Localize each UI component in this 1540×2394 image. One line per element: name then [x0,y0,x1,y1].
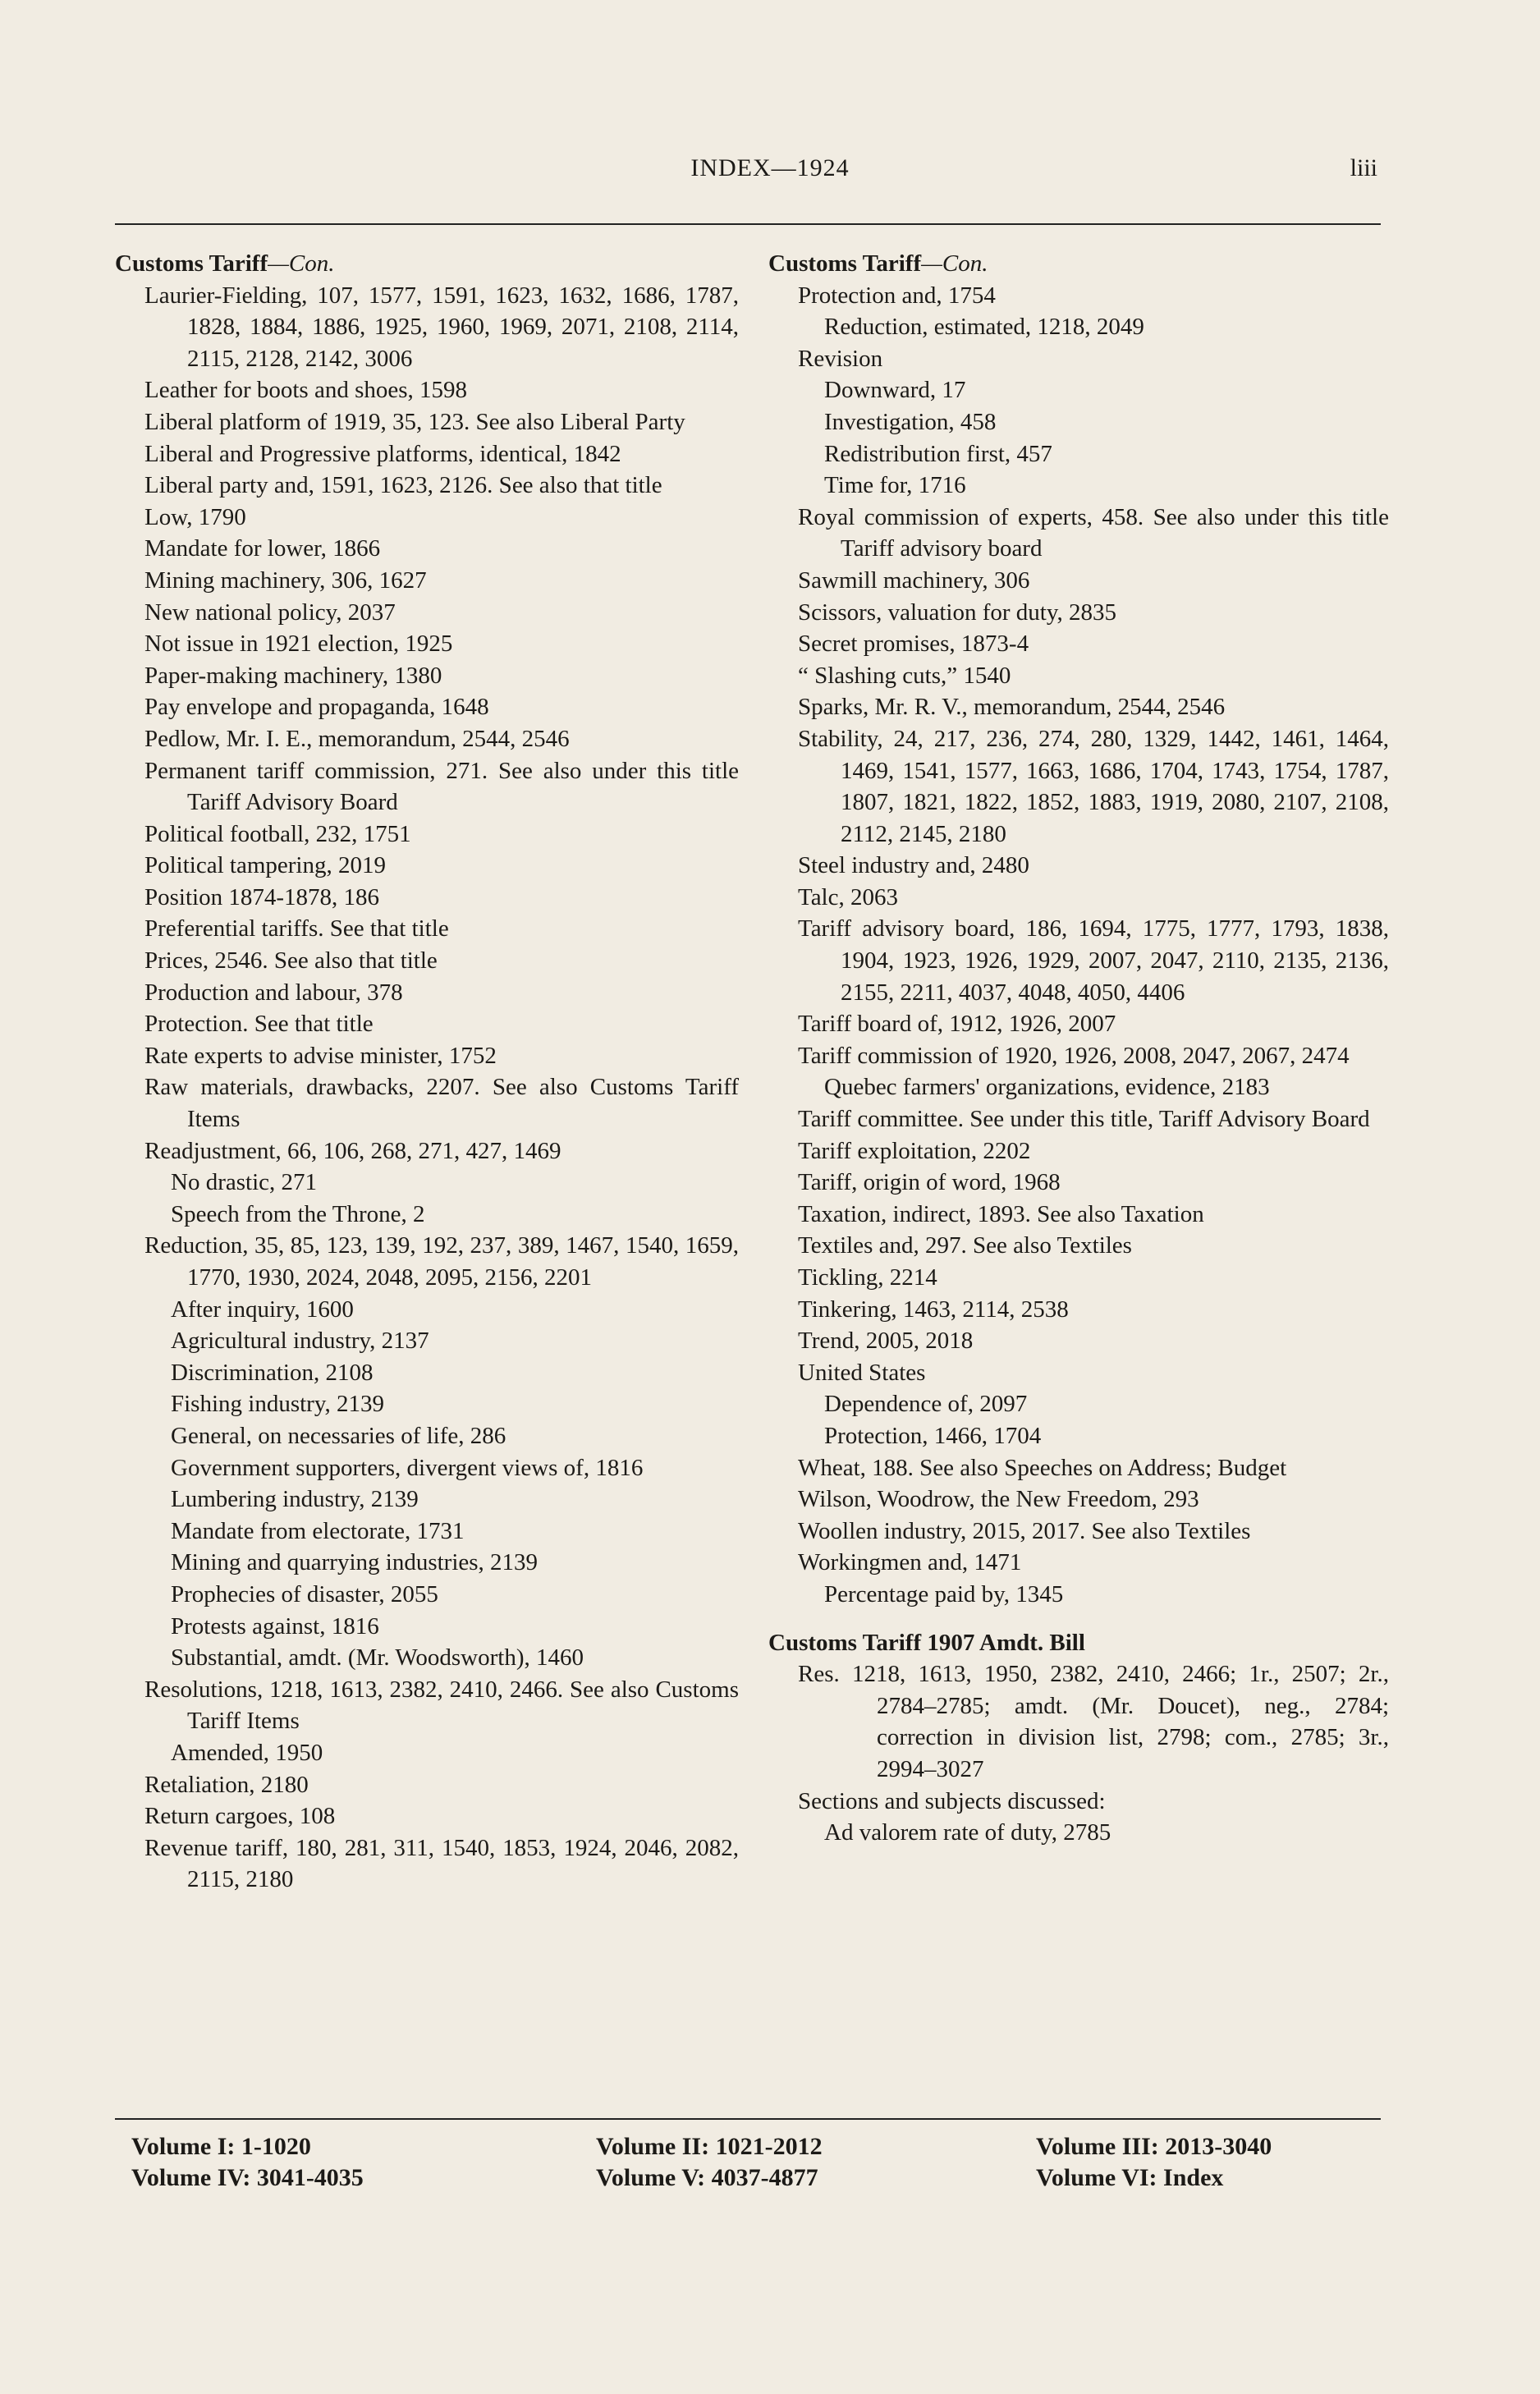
index-entry: Reduction, 35, 85, 123, 139, 192, 237, 389, 1467, 1540, 1659, 1770, 1930, 2024, 2048, 2095, 2156, 2201 [144,1232,739,1291]
index-entry: Raw materials, drawbacks, 2207. See also Customs Tariff Items [144,1074,739,1133]
footer-volumes-col3 [1036,2131,1272,2194]
right-entries [768,280,1389,1611]
section-heading [115,248,739,280]
index-entry: Tariff board of, 1912, 1926, 2007 [798,1011,1116,1038]
index-subentry: After inquiry, 1600 [171,1296,354,1323]
index-subentry: Agricultural industry, 2137 [171,1328,429,1355]
index-subentry: Reduction, estimated, 1218, 2049 [824,314,1144,341]
index-entry: Preferential tariffs. See that title [144,915,449,942]
index-subentry: Substantial, amdt. (Mr. Woodsworth), 1460 [171,1644,584,1672]
index-entry: “ Slashing cuts,” 1540 [798,662,1011,689]
volume-label: Volume III: 2013-3040 [1036,2133,1272,2160]
index-subentry: Downward, 17 [824,377,966,404]
index-entry: Revision [798,345,883,372]
index-entry: Return cargoes, 108 [144,1803,336,1830]
index-subentry: Protection, 1466, 1704 [824,1422,1042,1449]
index-entry: Laurier-Fielding, 107, 1577, 1591, 1623, 1632, 1686, 1787, 1828, 1884, 1886, 1925, 1960, 1969, 2071, 2108, 2114, 2115, 2128, 2142, 3006 [144,282,739,372]
index-entry: Taxation, indirect, 1893. See also Taxation [798,1200,1204,1227]
index-entry: Tariff exploitation, 2202 [798,1137,1031,1164]
index-subentry: Amended, 1950 [171,1739,323,1766]
volume-label: Volume V: 4037-4877 [596,2164,818,2191]
index-subentry: Redistribution first, 457 [824,440,1052,467]
index-subentry: Speech from the Throne, 2 [171,1200,425,1227]
index-entry: United States [798,1359,926,1386]
index-subentry: Discrimination, 2108 [171,1359,374,1386]
index-entry: Low, 1790 [144,503,246,530]
index-entry: Protection. See that title [144,1011,374,1038]
index-entry: Sections and subjects discussed: [798,1787,1106,1814]
index-entry: Tariff, origin of word, 1968 [798,1169,1061,1196]
index-entry: Readjustment, 66, 106, 268, 271, 427, 1469 [144,1137,561,1164]
index-subentry: Protests against, 1816 [171,1612,379,1640]
index-entry: Political football, 232, 1751 [144,820,411,847]
index-subentry: Time for, 1716 [824,472,966,499]
index-entry: Wheat, 188. See also Speeches on Address; Budget [798,1454,1287,1481]
page-number: liii [1350,154,1377,181]
index-subentry: Dependence of, 2097 [824,1391,1028,1418]
index-entry: Liberal platform of 1919, 35, 123. See also Liberal Party [144,408,685,435]
heading-continued: —Con. [921,250,988,277]
index-entry: Resolutions, 1218, 1613, 2382, 2410, 2466. See also Customs Tariff Items [144,1676,739,1735]
footer-volumes-col1 [131,2131,364,2194]
index-entry: Position 1874-1878, 186 [144,883,379,910]
spacer [768,1611,1389,1627]
index-entry: Production and labour, 378 [144,979,403,1006]
index-entry: Stability, 24, 217, 236, 274, 280, 1329, 1442, 1461, 1464, 1469, 1541, 1577, 1663, 1686, 1704, 1743, 1754, 1787, 1807, 1821, 1822, 1852, 1883, 1919, 2080, 2107, 2108, 2112, 2145, 2180 [798,725,1389,847]
heading-text: Customs Tariff [115,250,268,277]
index-subentry: Government supporters, divergent views of, 1816 [171,1454,644,1481]
running-title: INDEX—1924 [690,154,850,181]
index-entry: Pay envelope and propaganda, 1648 [144,694,489,721]
index-entry: Textiles and, 297. See also Textiles [798,1232,1132,1259]
index-entry: Tariff advisory board, 186, 1694, 1775, 1777, 1793, 1838, 1904, 1923, 1926, 1929, 2007, 2047, 2110, 2135, 2136, 2155, 2211, 4037, 4048, 4050, 4406 [798,915,1389,1006]
index-entry: Mining machinery, 306, 1627 [144,566,427,594]
index-subentry: Investigation, 458 [824,408,997,435]
header-rule [115,223,1381,225]
index-entry: Steel industry and, 2480 [798,852,1029,879]
index-subentry: No drastic, 271 [171,1169,317,1196]
index-entry: Royal commission of experts, 458. See also under this title Tariff advisory board [798,503,1389,562]
index-subentry: Percentage paid by, 1345 [824,1580,1064,1607]
index-entry: Secret promises, 1873-4 [798,631,1029,658]
index-entry: Workingmen and, 1471 [798,1549,1022,1576]
index-entry: Wilson, Woodrow, the New Freedom, 293 [798,1486,1199,1513]
index-entry: Revenue tariff, 180, 281, 311, 1540, 1853, 1924, 2046, 2082, 2115, 2180 [144,1834,739,1893]
volume-label: Volume I: 1-1020 [131,2133,311,2160]
index-entry: Sparks, Mr. R. V., memorandum, 2544, 2546 [798,694,1226,721]
index-subentry: Mandate from electorate, 1731 [171,1517,465,1544]
index-subentry: Lumbering industry, 2139 [171,1486,419,1513]
index-subentry: Fishing industry, 2139 [171,1391,384,1418]
index-entry: Rate experts to advise minister, 1752 [144,1042,497,1069]
heading-text: Customs Tariff [768,250,922,277]
index-subentry: Quebec farmers' organizations, evidence, 2183 [824,1074,1270,1101]
right-column [768,248,1389,1849]
index-entry: Trend, 2005, 2018 [798,1328,974,1355]
heading-continued: —Con. [268,250,335,277]
left-column [115,248,739,1896]
index-entry: Tariff committee. See under this title, Tariff Advisory Board [798,1106,1370,1133]
section-heading-2: Customs Tariff 1907 Amdt. Bill [768,1629,1085,1656]
right-entries-2 [768,1658,1389,1849]
footer-rule [115,2118,1381,2120]
volume-label: Volume II: 1021-2012 [596,2133,823,2160]
index-entry: Leather for boots and shoes, 1598 [144,377,468,404]
index-subentry: General, on necessaries of life, 286 [171,1422,506,1449]
section-heading [768,248,1389,280]
index-subentry: Ad valorem rate of duty, 2785 [824,1819,1111,1846]
index-entry: Pedlow, Mr. I. E., memorandum, 2544, 2546 [144,725,570,752]
index-entry: Prices, 2546. See also that title [144,947,438,975]
left-entries [115,280,739,1896]
index-entry: Tariff commission of 1920, 1926, 2008, 2047, 2067, 2474 [798,1042,1350,1069]
index-subentry: Mining and quarrying industries, 2139 [171,1549,539,1576]
index-entry: Mandate for lower, 1866 [144,535,381,562]
index-entry: New national policy, 2037 [144,598,396,626]
index-entry: Scissors, valuation for duty, 2835 [798,598,1116,626]
index-entry: Political tampering, 2019 [144,852,386,879]
index-entry: Tinkering, 1463, 2114, 2538 [798,1296,1069,1323]
index-entry: Paper-making machinery, 1380 [144,662,442,689]
index-entry: Sawmill machinery, 306 [798,566,1030,594]
volume-label: Volume VI: Index [1036,2164,1224,2191]
index-entry: Not issue in 1921 election, 1925 [144,631,453,658]
index-entry: Woollen industry, 2015, 2017. See also Textiles [798,1517,1251,1544]
footer-volumes-col2 [596,2131,823,2194]
index-entry: Permanent tariff commission, 271. See also under this title Tariff Advisory Board [144,757,739,816]
volume-label: Volume IV: 3041-4035 [131,2164,364,2191]
index-entry: Liberal and Progressive platforms, identical, 1842 [144,440,621,467]
index-subentry: Prophecies of disaster, 2055 [171,1580,438,1607]
index-entry: Protection and, 1754 [798,282,996,309]
index-entry: Tickling, 2214 [798,1264,937,1291]
index-entry: Res. 1218, 1613, 1950, 2382, 2410, 2466; 1r., 2507; 2r., 2784–2785; amdt. (Mr. Doucet), neg., 2784; correction in division list, 2798; com., 2785; 3r., 2994–3027 [798,1661,1389,1782]
index-entry: Retaliation, 2180 [144,1771,309,1798]
index-entry: Liberal party and, 1591, 1623, 2126. See also that title [144,472,662,499]
index-entry: Talc, 2063 [798,883,898,910]
